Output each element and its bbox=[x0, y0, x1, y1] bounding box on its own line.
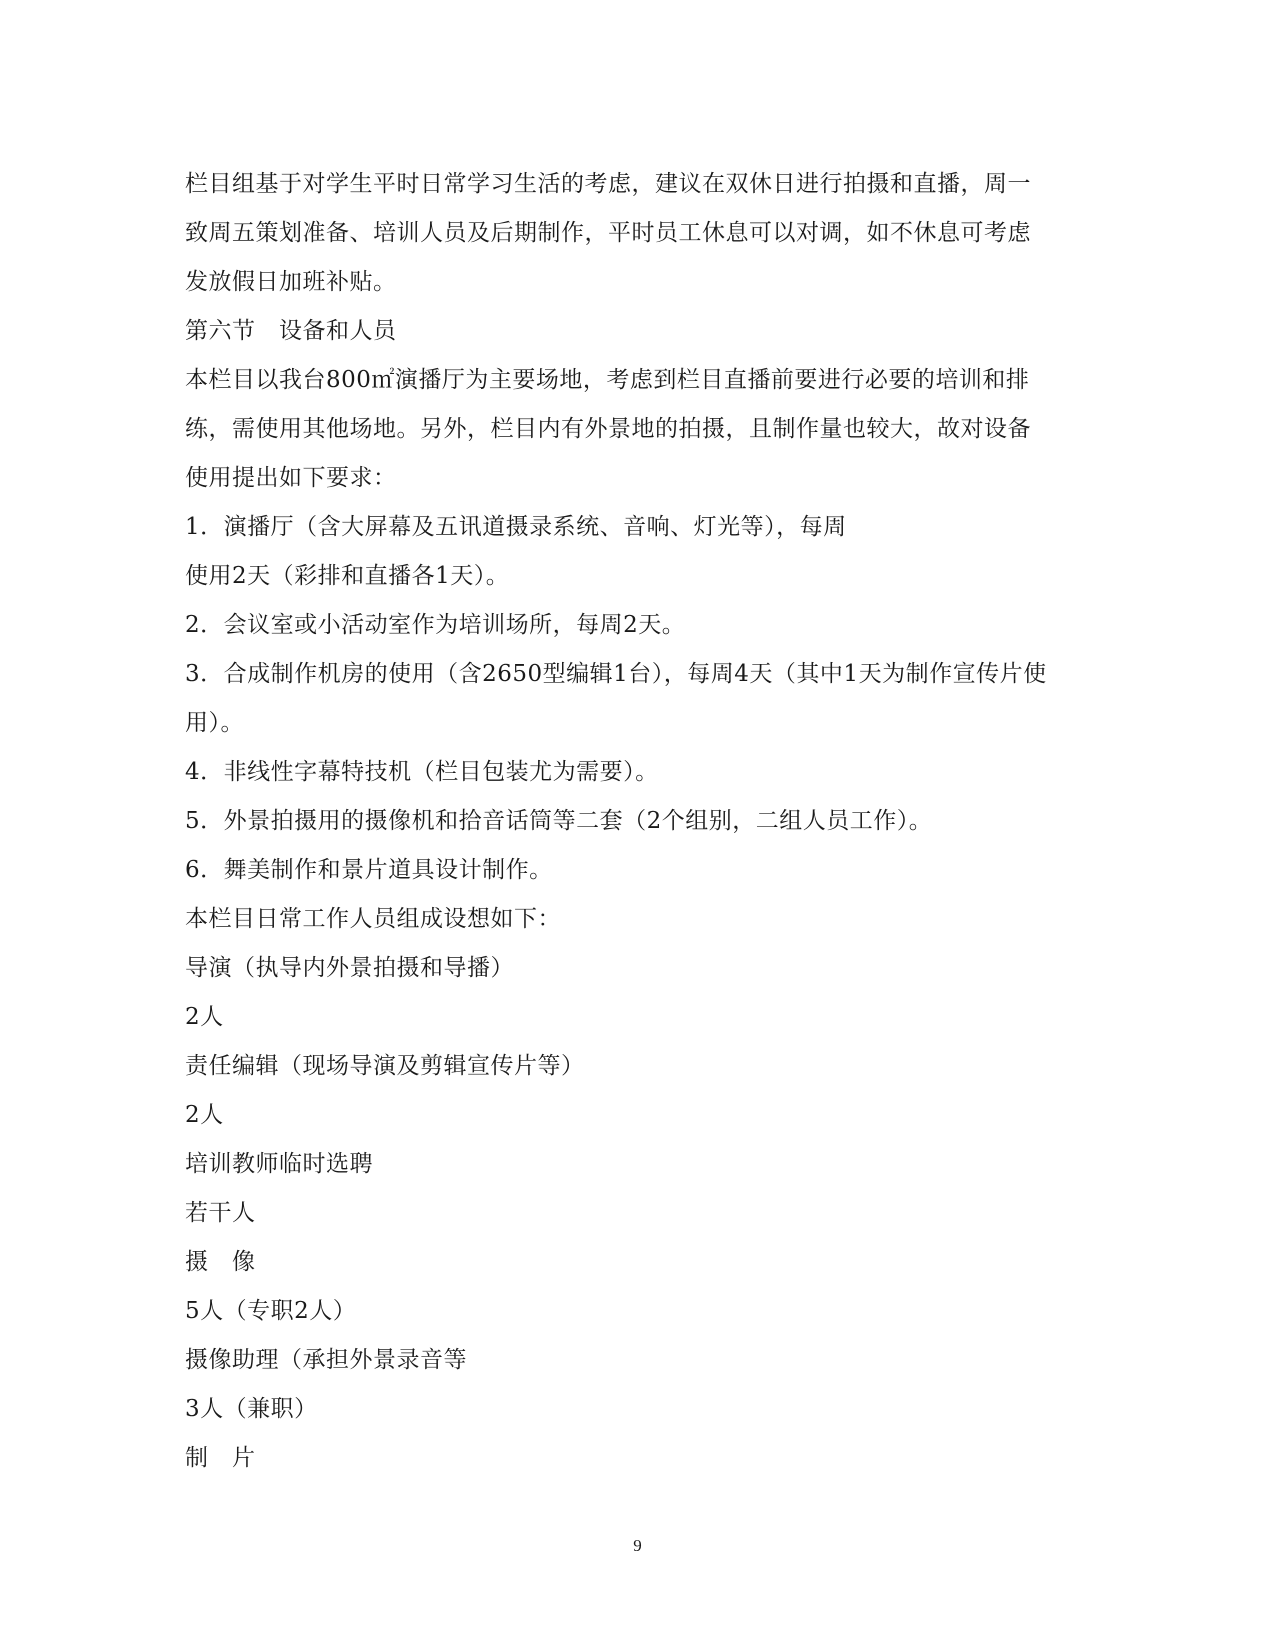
list-item-continuation: 使用2天（彩排和直播各1天）。 bbox=[185, 563, 510, 589]
staff-count: 若干人 bbox=[185, 1200, 256, 1226]
paragraph-line: 本栏目以我台800㎡演播厅为主要场地，考虑到栏目直播前要进行必要的培训和排 bbox=[185, 367, 1030, 393]
paragraph-line: 使用提出如下要求： bbox=[185, 465, 397, 491]
staff-role: 导演（执导内外景拍摄和导播） bbox=[185, 955, 514, 981]
paragraph-line: 发放假日加班补贴。 bbox=[185, 269, 397, 295]
list-item: 1．演播厅（含大屏幕及五讯道摄录系统、音响、灯光等），每周 bbox=[185, 514, 847, 540]
paragraph-line: 栏目组基于对学生平时日常学习生活的考虑，建议在双休日进行拍摄和直播，周一 bbox=[185, 171, 1031, 197]
staff-count: 2人 bbox=[185, 1102, 224, 1128]
staff-role: 制 片 bbox=[185, 1445, 256, 1471]
staff-count: 3人（兼职） bbox=[185, 1396, 318, 1422]
staff-role: 摄像助理（承担外景录音等 bbox=[185, 1347, 467, 1373]
list-item: 4．非线性字幕特技机（栏目包装尤为需要）。 bbox=[185, 759, 659, 785]
list-item: 2．会议室或小活动室作为培训场所，每周2天。 bbox=[185, 612, 686, 638]
list-item: 5．外景拍摄用的摄像机和拾音话筒等二套（2个组别，二组人员工作）。 bbox=[185, 808, 933, 834]
staff-role: 责任编辑（现场导演及剪辑宣传片等） bbox=[185, 1053, 585, 1079]
staff-role: 培训教师临时选聘 bbox=[185, 1151, 373, 1177]
list-item: 3．合成制作机房的使用（含2650型编辑1台），每周4天（其中1天为制作宣传片使 bbox=[185, 661, 1047, 687]
staff-role: 摄 像 bbox=[185, 1249, 256, 1275]
paragraph-line: 本栏目日常工作人员组成设想如下： bbox=[185, 906, 561, 932]
section-heading: 第六节 设备和人员 bbox=[185, 318, 397, 344]
list-item: 6．舞美制作和景片道具设计制作。 bbox=[185, 857, 553, 883]
list-item-continuation: 用）。 bbox=[185, 710, 244, 736]
document-body bbox=[185, 160, 1090, 1483]
paragraph-line: 致周五策划准备、培训人员及后期制作，平时员工休息可以对调，如不休息可考虑 bbox=[185, 220, 1031, 246]
staff-count: 5人（专职2人） bbox=[185, 1298, 357, 1324]
staff-count: 2人 bbox=[185, 1004, 224, 1030]
paragraph-line: 练，需使用其他场地。另外，栏目内有外景地的拍摄，且制作量也较大，故对设备 bbox=[185, 416, 1031, 442]
page-number: 9 bbox=[633, 1536, 642, 1555]
